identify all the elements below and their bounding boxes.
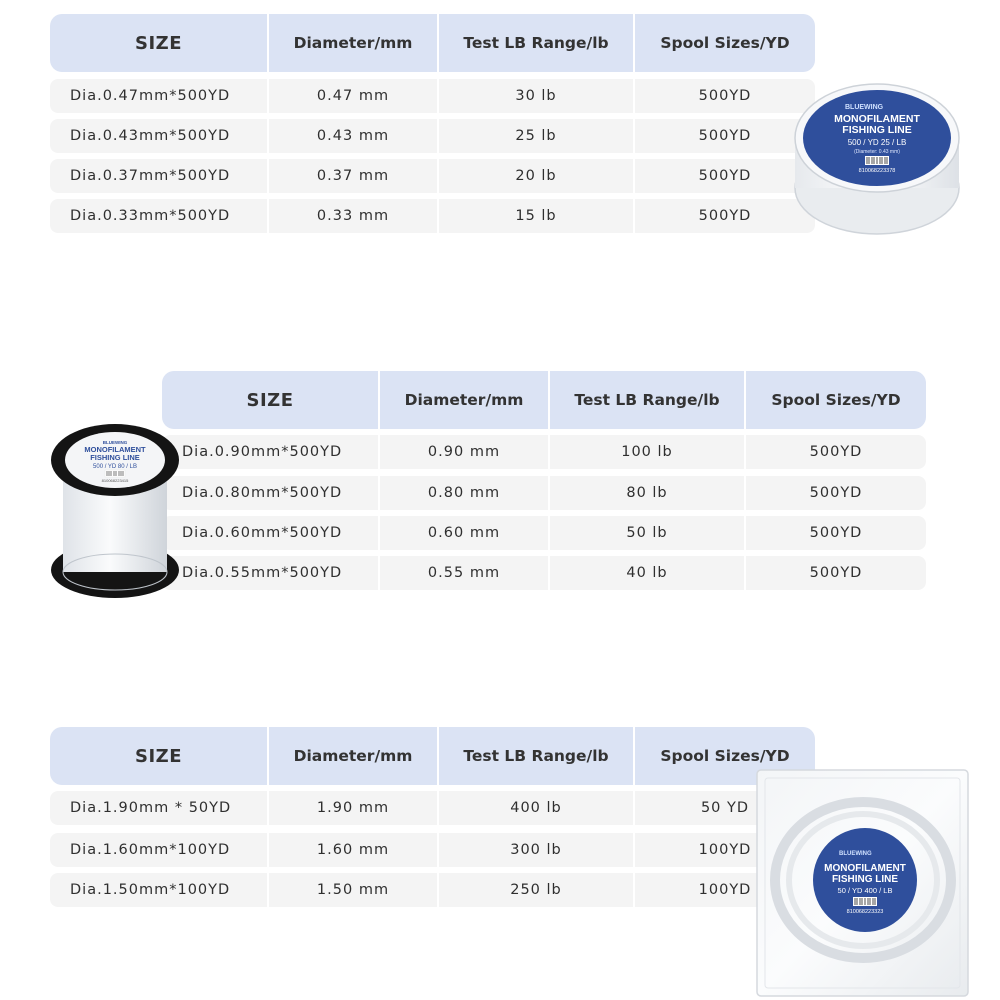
cell-test-lb: 20 lb — [515, 168, 557, 184]
cell-diameter: 1.60 mm — [316, 842, 390, 858]
cell-diameter: 0.37 mm — [316, 168, 390, 184]
cell-diameter: 0.43 mm — [316, 128, 390, 144]
cell-spool-size: 100YD — [698, 882, 752, 898]
cell-test-lb: 100 lb — [621, 444, 673, 460]
cell-diameter: 0.33 mm — [316, 208, 390, 224]
header-test-lb: Test LB Range/lb — [463, 34, 609, 52]
header-size: SIZE — [134, 745, 182, 767]
table-row — [50, 873, 815, 907]
cell-size: Dia.1.60mm*100YD — [70, 842, 231, 858]
cell-test-lb: 40 lb — [626, 565, 668, 581]
svg-text:BLUEWING: BLUEWING — [102, 440, 128, 445]
svg-text:MONOFILAMENT: MONOFILAMENT — [84, 445, 146, 454]
table-row — [162, 556, 926, 590]
svg-text:BLUEWING: BLUEWING — [845, 104, 884, 111]
cell-test-lb: 80 lb — [626, 485, 668, 501]
table-row — [162, 516, 926, 550]
cell-spool-size: 500YD — [698, 88, 752, 104]
header-size: SIZE — [134, 32, 182, 54]
cell-size: Dia.1.90mm * 50YD — [70, 800, 232, 816]
svg-text:FISHING LINE: FISHING LINE — [842, 124, 912, 136]
bagged-fishing-line-coil-icon — [755, 768, 970, 998]
table-row — [162, 476, 926, 510]
header-diameter: Diameter/mm — [293, 34, 413, 52]
table-row — [50, 79, 815, 113]
table-header — [50, 14, 815, 72]
svg-text:FISHING LINE: FISHING LINE — [831, 874, 899, 885]
table-row — [50, 199, 815, 233]
table-row — [50, 119, 815, 153]
svg-text:500 / YD 80 / LB: 500 / YD 80 / LB — [93, 464, 137, 470]
header-test-lb: Test LB Range/lb — [574, 391, 720, 409]
cell-diameter: 0.80 mm — [427, 485, 501, 501]
svg-text:50 / YD 400 / LB: 50 / YD 400 / LB — [837, 886, 893, 895]
svg-text:(Diameter: 0.43 mm): (Diameter: 0.43 mm) — [854, 149, 900, 155]
cell-diameter: 0.47 mm — [316, 88, 390, 104]
table-row — [50, 791, 815, 825]
svg-text:BLUEWING: BLUEWING — [839, 851, 872, 857]
table-header — [50, 727, 815, 785]
header-spool-size: Spool Sizes/YD — [660, 34, 790, 52]
table-row — [162, 435, 926, 469]
cell-size: Dia.1.50mm*100YD — [70, 882, 231, 898]
header-diameter: Diameter/mm — [293, 747, 413, 765]
header-diameter: Diameter/mm — [404, 391, 524, 409]
cell-diameter: 0.60 mm — [427, 525, 501, 541]
cell-size: Dia.0.90mm*500YD — [182, 444, 343, 460]
spec-table-2 — [162, 371, 926, 593]
table-row — [50, 833, 815, 867]
table-header — [162, 371, 926, 429]
cell-diameter: 0.55 mm — [427, 565, 501, 581]
cell-spool-size: 500YD — [809, 485, 863, 501]
svg-text:MONOFILAMENT: MONOFILAMENT — [824, 863, 906, 874]
cell-diameter: 1.50 mm — [316, 882, 390, 898]
cell-size: Dia.0.55mm*500YD — [182, 565, 343, 581]
cell-test-lb: 400 lb — [510, 800, 562, 816]
svg-text:MONOFILAMENT: MONOFILAMENT — [834, 113, 920, 125]
svg-text:810068223378: 810068223378 — [858, 168, 896, 174]
cell-diameter: 1.90 mm — [316, 800, 390, 816]
cell-test-lb: 25 lb — [515, 128, 557, 144]
white-fishing-line-spool-icon — [785, 78, 965, 238]
svg-text:810068223323: 810068223323 — [846, 909, 884, 915]
header-size: SIZE — [246, 389, 294, 411]
table-row — [50, 159, 815, 193]
cell-test-lb: 300 lb — [510, 842, 562, 858]
cell-spool-size: 50 YD — [700, 800, 750, 816]
cell-spool-size: 500YD — [809, 565, 863, 581]
cell-size: Dia.0.43mm*500YD — [70, 128, 231, 144]
header-spool-size: Spool Sizes/YD — [771, 391, 901, 409]
cell-spool-size: 100YD — [698, 842, 752, 858]
spec-table-1 — [50, 14, 815, 236]
cell-size: Dia.0.60mm*500YD — [182, 525, 343, 541]
black-fishing-line-spool-icon — [45, 420, 185, 600]
cell-test-lb: 30 lb — [515, 88, 557, 104]
svg-text:810068223415: 810068223415 — [101, 478, 129, 483]
cell-spool-size: 500YD — [809, 525, 863, 541]
cell-spool-size: 500YD — [698, 168, 752, 184]
svg-text:FISHING LINE: FISHING LINE — [90, 453, 140, 462]
cell-diameter: 0.90 mm — [427, 444, 501, 460]
spec-table-3 — [50, 727, 815, 909]
cell-test-lb: 50 lb — [626, 525, 668, 541]
header-test-lb: Test LB Range/lb — [463, 747, 609, 765]
cell-size: Dia.0.47mm*500YD — [70, 88, 231, 104]
cell-test-lb: 250 lb — [510, 882, 562, 898]
cell-size: Dia.0.37mm*500YD — [70, 168, 231, 184]
cell-size: Dia.0.80mm*500YD — [182, 485, 343, 501]
svg-text:500 / YD 25 / LB: 500 / YD 25 / LB — [847, 138, 907, 147]
cell-spool-size: 500YD — [698, 208, 752, 224]
cell-spool-size: 500YD — [809, 444, 863, 460]
cell-size: Dia.0.33mm*500YD — [70, 208, 231, 224]
cell-spool-size: 500YD — [698, 128, 752, 144]
header-spool-size: Spool Sizes/YD — [660, 747, 790, 765]
cell-test-lb: 15 lb — [515, 208, 557, 224]
